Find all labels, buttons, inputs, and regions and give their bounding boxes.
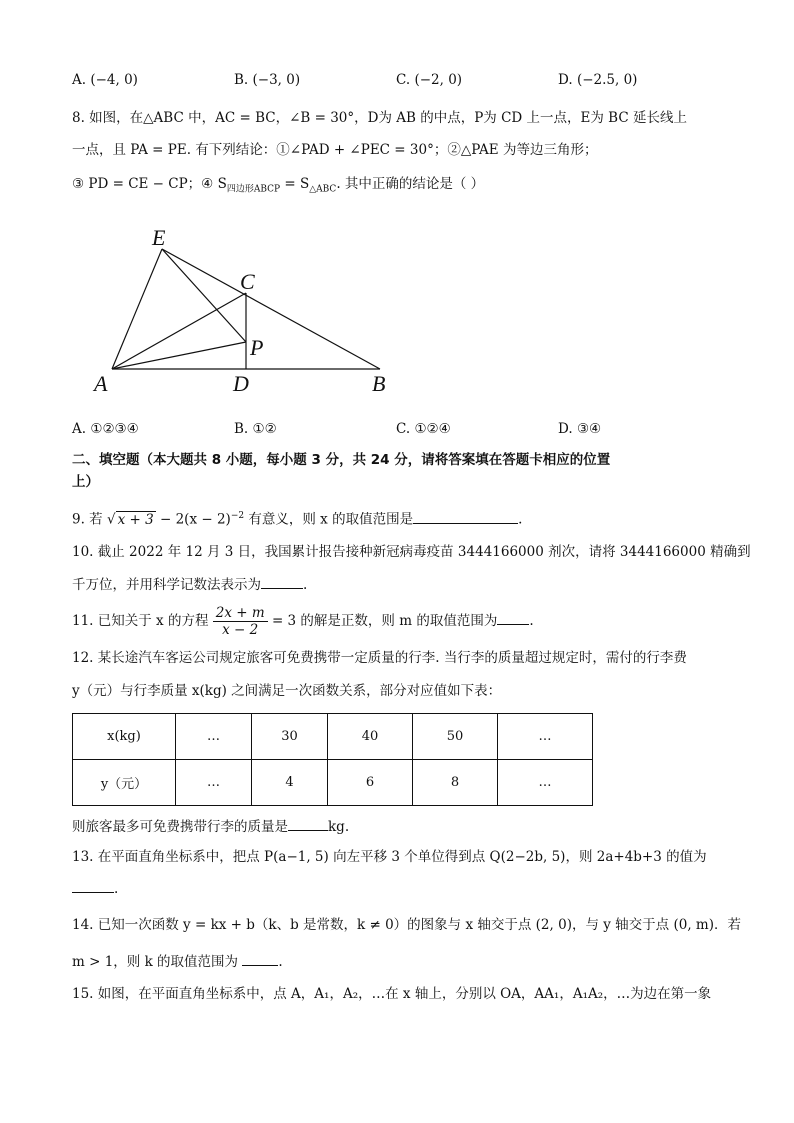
table-cell: 8 [413, 760, 498, 806]
q12-table [72, 713, 593, 806]
q9-radicand: x + 3 [117, 511, 154, 528]
label-p: P [250, 335, 264, 360]
q10-line-2: 千万位，并用科学记数法表示为 . [72, 574, 307, 595]
table-row [73, 760, 593, 806]
q14-answer-blank[interactable] [242, 951, 278, 966]
q7-option-c-text: (−2, 0) [414, 72, 463, 88]
q11-fraction: $\frac{2x + m}{x - 2}$ [213, 605, 268, 638]
q8-option-d: D. ③④ [558, 421, 602, 437]
table-cell: … [176, 714, 252, 760]
q13-line-2: . [72, 878, 118, 899]
q15-line-1: 15. 如图，在平面直角坐标系中，点 A，A₁，A₂，…在 x 轴上，分别以 OA，AA₁，A₁A₂，…为边在第一象 [72, 986, 712, 1002]
q10-line-1: 10. 截止 2022 年 12 月 3 日，我国累计报告接种新冠病毒疫苗 3444166000 剂次，请将 3444166000 精确到 [72, 544, 751, 560]
q7-option-b-text: (−3, 0) [252, 72, 301, 88]
q8-option-c: C. ①②④ [396, 421, 451, 437]
segment-be [162, 249, 380, 369]
segment-ac [112, 293, 246, 369]
table-cell: y（元） [73, 760, 176, 806]
table-cell: … [498, 714, 593, 760]
table-cell: x(kg) [73, 714, 176, 760]
triangle-figure [90, 215, 410, 405]
table-cell: 50 [413, 714, 498, 760]
section-heading-line-1: 二、填空题（本大题共 8 小题，每小题 3 分，共 24 分，请将答案填在答题卡相应的位置 [72, 452, 611, 468]
q8-line-3: ③ PD = CE − CP；④ $S_{四边形ABCP} = S_{\triangle ABC}$. 其中正确的结论是（ ） [72, 176, 485, 195]
table-cell: 4 [252, 760, 328, 806]
segment-ae [112, 249, 162, 369]
q14-line-1: 14. 已知一次函数 y = kx + b（k、b 是常数，k ≠ 0）的图象与 x 轴交于点 (2, 0)，与 y 轴交于点 (0, m)．若 [72, 917, 741, 933]
segment-ap [112, 342, 246, 369]
table-cell: 40 [328, 714, 413, 760]
q11-line: 11. 已知关于 x 的方程 $\frac{2x + m}{x - 2}$ = 3 的解是正数，则 m 的取值范围为 . [72, 605, 534, 638]
q10-answer-blank[interactable] [261, 574, 303, 589]
q12-line-2: y（元）与行李质量 x(kg) 之间满足一次函数关系，部分对应值如下表： [72, 683, 502, 699]
q9-answer-blank[interactable] [413, 509, 518, 524]
q7-option-d: D. (−2.5, 0) [558, 72, 638, 88]
label-a: A [94, 371, 108, 396]
q9-line: 9. 若 √ $x + 3 - 2(x - 2)^{-2}$ 有意义，则 x 的取值范围是 . [72, 506, 522, 530]
q14-line-2: m > 1，则 k 的取值范围为 . [72, 951, 283, 972]
q7-option-d-text: (−2.5, 0) [576, 72, 638, 88]
q8-line-1: 8. 如图，在△ABC 中，AC = BC，∠B = 30°，D为 AB 的中点，P为 CD 上一点，E为 BC 延长线上 [72, 110, 687, 126]
table-cell: 6 [328, 760, 413, 806]
table-cell: … [498, 760, 593, 806]
q8-option-a: A. ①②③④ [72, 421, 139, 437]
segment-ep [162, 249, 246, 342]
table-row [73, 714, 593, 760]
table-cell: … [176, 760, 252, 806]
q8-line-2: 一点，且 PA = PE. 有下列结论：①∠PAD + ∠PEC = 30°；②△PAE 为等边三角形； [72, 142, 598, 158]
q7-option-a-text: (−4, 0) [90, 72, 138, 88]
section-heading-line-2: 上） [72, 474, 99, 490]
q7-option-b: B. (−3, 0) [234, 72, 301, 88]
q12-line-1: 12. 某长途汽车客运公司规定旅客可免费携带一定质量的行李. 当行李的质量超过规定时，需付的行李费 [72, 650, 687, 666]
q7-option-a: A. (−4, 0) [72, 72, 138, 88]
q7-option-c: C. (−2, 0) [396, 72, 463, 88]
q11-answer-blank[interactable] [497, 610, 529, 625]
q12-after: 则旅客最多可免费携带行李的质量是 kg. [72, 816, 349, 837]
q13-answer-blank[interactable] [72, 878, 114, 893]
label-b: B [372, 371, 386, 396]
label-c: C [240, 269, 255, 294]
table-cell: 30 [252, 714, 328, 760]
q8-option-b: B. ①② [234, 421, 277, 437]
q13-line-1: 13. 在平面直角坐标系中，把点 P(a−1, 5) 向左平移 3 个单位得到点 Q(2−2b, 5)，则 2a+4b+3 的值为 [72, 849, 707, 865]
label-e: E [152, 225, 166, 250]
q12-answer-blank[interactable] [288, 816, 328, 831]
label-d: D [233, 371, 249, 396]
